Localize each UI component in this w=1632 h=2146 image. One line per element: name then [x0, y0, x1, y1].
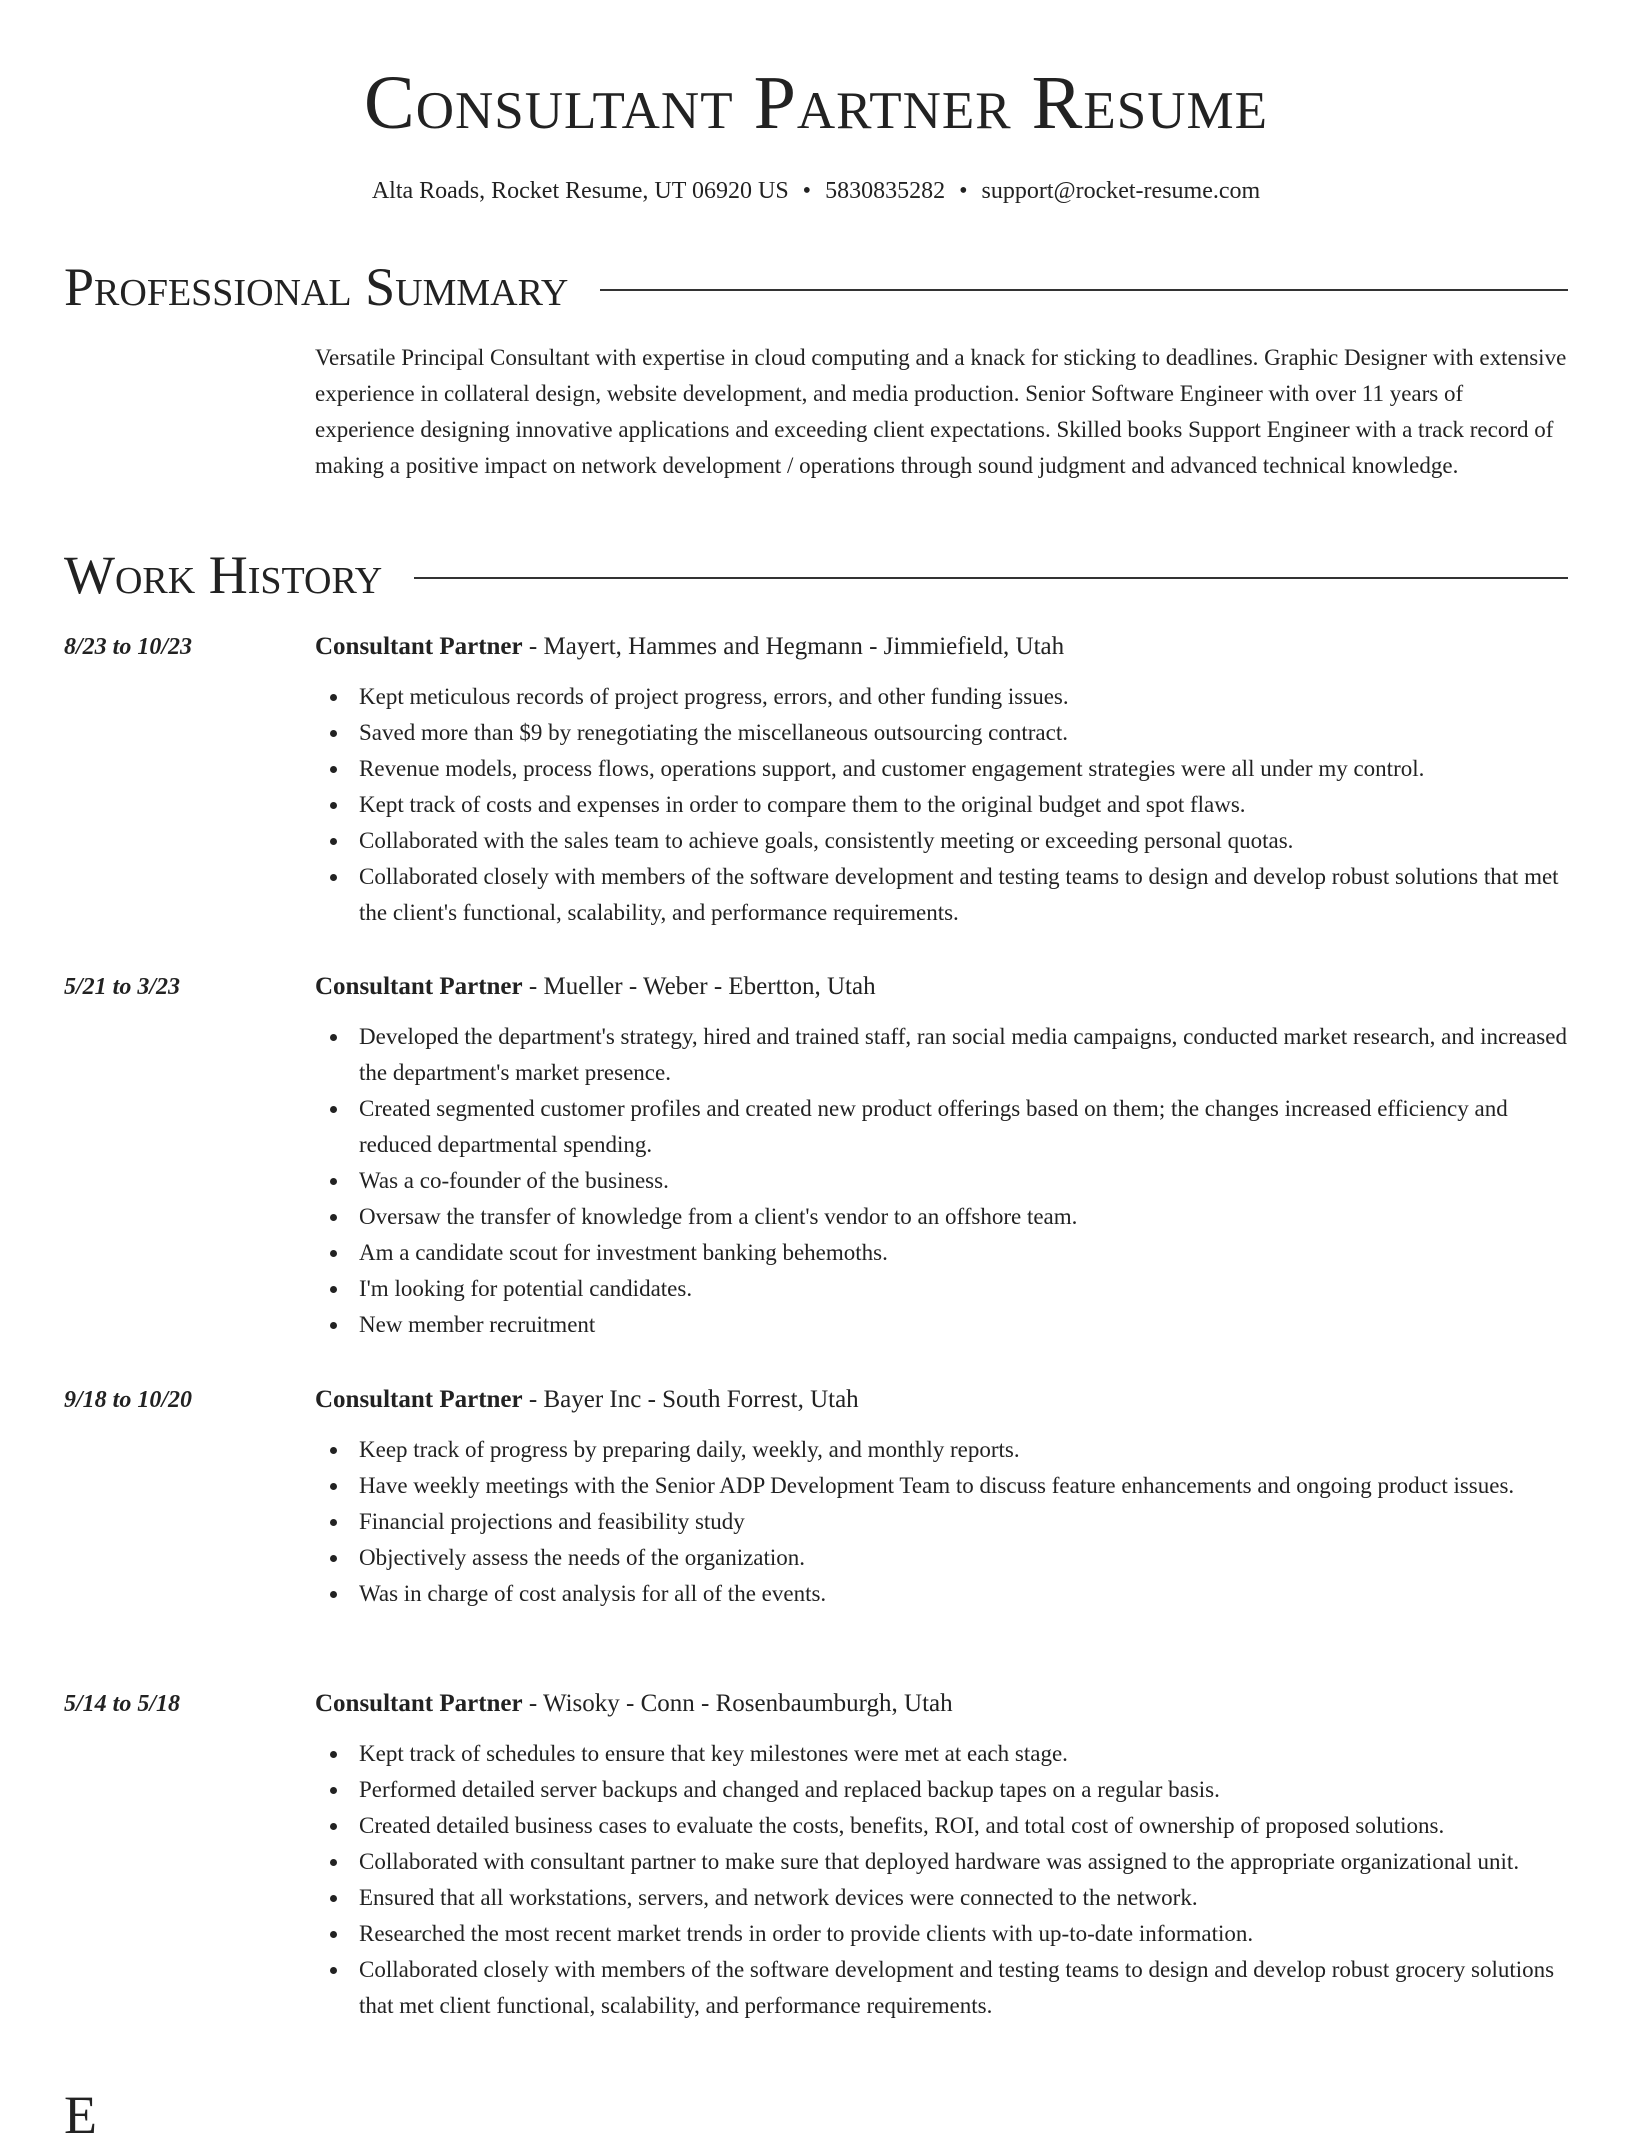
job-bullet: Ensured that all workstations, servers, and network devices were connected to the network. — [359, 1880, 1568, 1916]
job-dates: 8/23 to 10/23 — [64, 634, 193, 660]
job-dates: 5/14 to 5/18 — [64, 1691, 181, 1717]
job-bullet: I'm looking for potential candidates. — [359, 1271, 1568, 1307]
work-section-header — [64, 544, 1568, 606]
contact-separator: • — [802, 178, 812, 204]
job-bullets — [315, 1432, 1568, 1612]
job-bullet: Created detailed business cases to evaluate the costs, benefits, ROI, and total cost of ownership of proposed solutions. — [359, 1808, 1568, 1844]
contact-line — [0, 174, 1632, 208]
job-bullet: Developed the department's strategy, hired and trained staff, ran social media campaigns, conducted market research, and increased the department's market presence. — [359, 1019, 1568, 1091]
job-bullet: Objectively assess the needs of the organization. — [359, 1540, 1568, 1576]
summary-heading: Professional Summary — [64, 257, 569, 317]
job-dates: 9/18 to 10/20 — [64, 1387, 193, 1413]
work-heading: Work History — [64, 545, 383, 605]
job-bullet: Created segmented customer profiles and created new product offerings based on them; the changes increased efficiency and reduced departmental spending. — [359, 1091, 1568, 1163]
job-role: Consultant Partner — [315, 1690, 523, 1717]
section-divider — [600, 289, 1568, 291]
job-bullet: Oversaw the transfer of knowledge from a client's vendor to an offshore team. — [359, 1199, 1568, 1235]
job-bullet: Kept track of costs and expenses in order to compare them to the original budget and spot flaws. — [359, 787, 1568, 823]
job-bullet: Keep track of progress by preparing daily, weekly, and monthly reports. — [359, 1432, 1568, 1468]
job-employer: - Mayert, Hammes and Hegmann - Jimmiefield, Utah — [522, 633, 1065, 660]
job-role: Consultant Partner — [315, 973, 523, 1000]
job-bullet: Collaborated closely with members of the software development and testing teams to design and develop robust grocery solutions that met client functional, scalability, and performance requirements. — [359, 1952, 1568, 2024]
job-bullet: Have weekly meetings with the Senior ADP Development Team to discuss feature enhancements and ongoing product issues. — [359, 1468, 1568, 1504]
job-bullet: Was a co-founder of the business. — [359, 1163, 1568, 1199]
job-bullet: Am a candidate scout for investment banking behemoths. — [359, 1235, 1568, 1271]
contact-address: Alta Roads, Rocket Resume, UT 06920 US — [371, 178, 789, 204]
job-employer: - Wisoky - Conn - Rosenbaumburgh, Utah — [522, 1690, 953, 1717]
job-role: Consultant Partner — [315, 633, 523, 660]
job-bullet: Researched the most recent market trends in order to provide clients with up-to-date information. — [359, 1916, 1568, 1952]
job-bullet: Revenue models, process flows, operations support, and customer engagement strategies were all under my control. — [359, 751, 1568, 787]
job-bullet: Saved more than $9 by renegotiating the miscellaneous outsourcing contract. — [359, 715, 1568, 751]
job-bullets — [315, 679, 1568, 931]
job-employer: - Mueller - Weber - Ebertton, Utah — [522, 973, 876, 1000]
job-heading — [315, 629, 1568, 665]
job-bullet: Kept meticulous records of project progress, errors, and other funding issues. — [359, 679, 1568, 715]
job-bullet: Collaborated closely with members of the software development and testing teams to design and develop robust solutions that met the client's functional, scalability, and performance requirements. — [359, 859, 1568, 931]
job-heading — [315, 1382, 1568, 1418]
summary-text: Versatile Principal Consultant with expertise in cloud computing and a knack for sticking to deadlines. Graphic Designer with extensive experience in collateral design, website development, and media production. Senior Software Engineer with over 11 years of experience designing innovative applications and exceeding client expectations. Skilled books Support Engineer with a track record of making a positive impact on network development / operations through sound judgment and advanced technical knowledge. — [315, 345, 1567, 478]
job-bullet: Collaborated with consultant partner to make sure that deployed hardware was assigned to the appropriate organizational unit. — [359, 1844, 1568, 1880]
job-bullet: Collaborated with the sales team to achieve goals, consistently meeting or exceeding personal quotas. — [359, 823, 1568, 859]
job-dates: 5/21 to 3/23 — [64, 974, 181, 1000]
job-bullet: Was in charge of cost analysis for all of the events. — [359, 1576, 1568, 1612]
contact-separator: • — [959, 178, 968, 204]
summary-section-header — [64, 256, 1568, 318]
section-divider — [414, 577, 1568, 579]
resume-title: Consultant Partner Resume — [364, 61, 1268, 145]
contact-email: support@rocket-resume.com — [981, 178, 1261, 204]
job-bullets — [315, 1736, 1568, 2024]
job-heading — [315, 969, 1568, 1005]
job-role: Consultant Partner — [315, 1386, 523, 1413]
job-employer: - Bayer Inc - South Forrest, Utah — [522, 1386, 859, 1413]
job-bullet: Performed detailed server backups and changed and replaced backup tapes on a regular basis. — [359, 1772, 1568, 1808]
contact-phone: 5830835282 — [825, 178, 946, 204]
job-heading — [315, 1686, 1568, 1722]
job-bullet: Kept track of schedules to ensure that key milestones were met at each stage. — [359, 1736, 1568, 1772]
job-bullets — [315, 1019, 1568, 1343]
job-bullet: New member recruitment — [359, 1307, 1568, 1343]
next-section-heading: E — [64, 2085, 97, 2145]
job-bullet: Financial projections and feasibility study — [359, 1504, 1568, 1540]
